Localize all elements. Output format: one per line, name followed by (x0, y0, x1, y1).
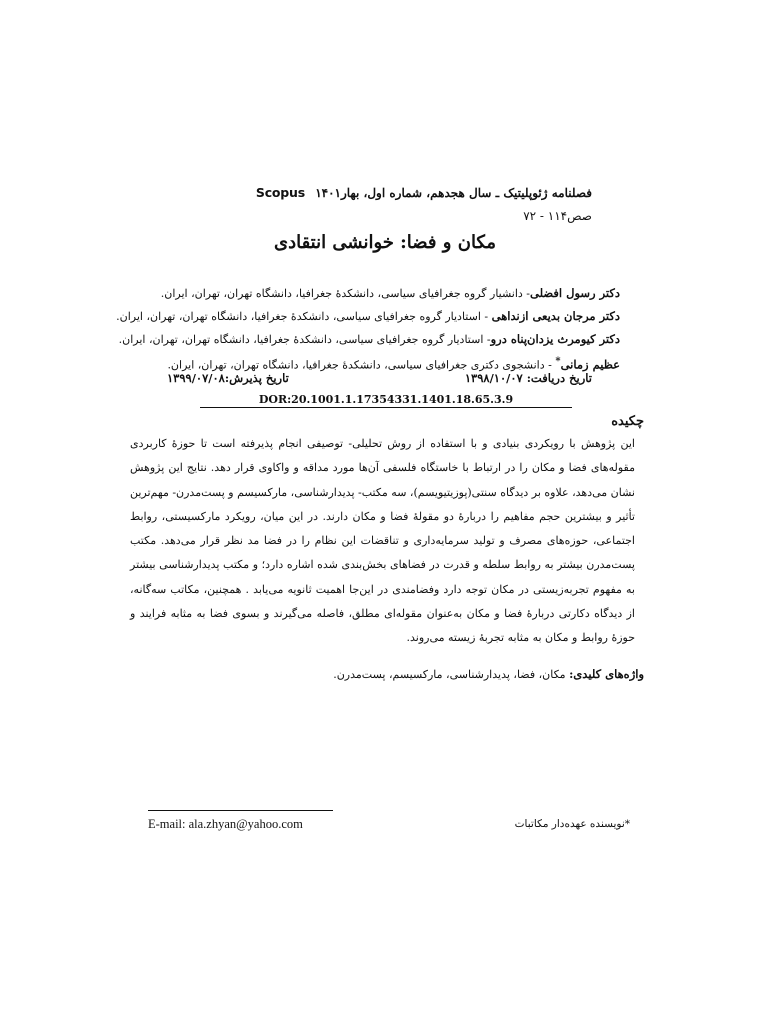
author-affiliation: - استادیار گروه جغرافیای سیاسی، دانشکدۀ جغرافیا، دانشگاه تهران، تهران، ایران. (118, 333, 491, 346)
keywords (124, 667, 644, 681)
author-line (118, 328, 620, 351)
keywords-label: واژه‌های کلیدی: (569, 667, 644, 681)
abstract-line: اجتماعی، حوزه‌های مصرف و تولید سرمایه‌داری و تناقضات این نظام را در فضا مد نظر قرار می‌دهد. مکتب (130, 534, 635, 548)
author-affiliation: - دانشجوی دکتری جغرافیای سیاسی، دانشکدۀ جغرافیا، دانشگاه تهران، تهران، ایران. (167, 358, 556, 372)
abstract-heading: چکیده (611, 414, 644, 429)
abstract-line: تأثیر و بیشترین حجم مفاهیم را دربارۀ دو مقولۀ فضا و مکان دارند. در این میان، رویکرد مارکسیستی، روابط (130, 509, 635, 523)
author-line (116, 305, 620, 328)
page-range: صص۱۱۴ - ۷۲ (523, 209, 592, 223)
author-line (140, 282, 620, 305)
corresponding-star: * (555, 356, 561, 367)
scopus-logo: Scopus (255, 185, 305, 200)
abstract-line: حوزۀ روابط و مکان به مثابه تجربۀ زیسته می‌روند. (406, 631, 635, 645)
keywords-value: مکان، فضا، پدیدارشناسی، مارکسیسم، پست‌مدرن. (333, 668, 570, 681)
author-affiliation: - دانشیار گروه جغرافیای سیاسی، دانشکدۀ جغرافیا، دانشگاه تهران، تهران، ایران. (160, 287, 531, 300)
abstract-line: پست‌مدرن بیشتر به روابط سلطه و قدرت در فضاهای بخش‌بندی شده اشاره دارد؛ و مکتب پدیدارشناسی بیشتر (130, 558, 635, 572)
corresponding-author-note: *نویسنده عهده‌دار مکاتبات (514, 818, 630, 830)
abstract-line: به مفهوم تجربه‌زیستی در مکان توجه دارد وفضامندی در این‌جا اهمیت ثانویه می‌یابد . همچنین، مکاتب سه‌گانه، (130, 582, 635, 596)
dor-identifier: DOR:20.1001.1.17354331.1401.18.65.3.9 (200, 393, 572, 408)
author-name: دکتر مرجان بدیعی ازنداهی (491, 309, 620, 323)
abstract-line: نشان می‌دهد، علاوه بر دیدگاه سنتی(پوزیتیویسم)، سه مکتب- پدیدارشناسی، مارکسیسم و پست‌مدرن- مهم‌ترین (129, 485, 635, 499)
article-dates (167, 371, 592, 385)
abstract-line: این پژوهش با رویکردی بنیادی و با استفاده از روش تحلیلی- توصیفی انجام پذیرفته است تا حوزۀ کاربردی (130, 437, 635, 450)
author-affiliation: - استادیار گروه جغرافیای سیاسی، دانشکدۀ جغرافیا، دانشگاه تهران، تهران، ایران. (116, 310, 492, 323)
author-name: دکتر رسول افضلی (530, 286, 620, 300)
abstract-body (130, 432, 635, 651)
journal-header (172, 185, 592, 200)
accepted-date: تاریخ پذیرش:۱۳۹۹/۰۷/۰۸ (167, 371, 289, 385)
received-date: تاریخ دریافت: ۱۳۹۸/۱۰/۰۷ (464, 371, 592, 385)
author-name: عظیم زمانی (560, 357, 620, 372)
author-email: E-mail: ala.zhyan@yahoo.com (148, 817, 303, 831)
author-list (116, 282, 620, 377)
abstract-line: از دیدگاه دکارتی دربارۀ فضا و مکان به‌عنوان مقوله‌ای مطلق، فاصله می‌گیرند و بسوی فضا به مثابه فرایند و (130, 607, 635, 621)
footnote-divider (148, 810, 333, 811)
article-title: مکان و فضا: خوانشی انتقادی (273, 232, 497, 253)
abstract-line: مقوله‌های فضا و مکان را در ارتباط با خاستگاه فلسفی آن‌ها مورد مداقه و واکاوی قرار دهد. نتایج این پژوهش (130, 461, 635, 475)
author-name: دکتر کیومرث یزدان‌پناه درو (490, 332, 620, 346)
journal-name: فصلنامه ژئوپلیتیک ـ سال هجدهم، شماره اول، بهار۱۴۰۱ (315, 186, 592, 200)
